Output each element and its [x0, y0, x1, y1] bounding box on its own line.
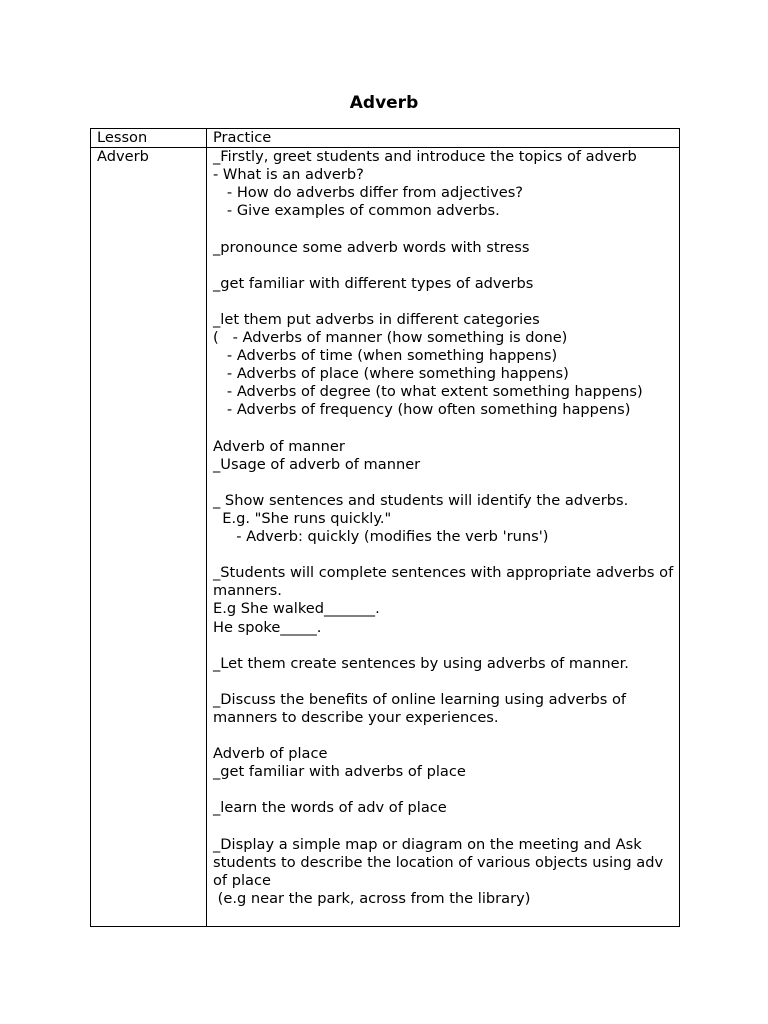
practice-line: _let them put adverbs in different categories — [213, 310, 540, 328]
practice-line: - Adverbs of place (where something happens) — [213, 365, 569, 383]
practice-line: - Adverbs of degree (to what extent something happens) — [213, 383, 643, 401]
practice-line — [213, 293, 675, 311]
practice-cell — [207, 148, 680, 927]
practice-line: _Usage of adverb of manner — [213, 455, 421, 473]
practice-line: _get familiar with adverbs of place — [213, 763, 466, 781]
practice-line — [213, 220, 675, 238]
table-row — [91, 148, 680, 927]
practice-line: _Firstly, greet students and introduce the topics of adverb — [213, 148, 637, 166]
table-header-row — [91, 129, 680, 148]
practice-line — [213, 818, 675, 836]
practice-line — [213, 257, 675, 275]
practice-line: _Students will complete sentences with appropriate adverbs of manners. — [213, 564, 678, 600]
practice-line: He spoke_____. — [213, 618, 322, 636]
practice-line: - Adverb: quickly (modifies the verb 'runs') — [213, 528, 549, 546]
practice-line — [213, 781, 675, 799]
practice-line: - What is an adverb? — [213, 166, 364, 184]
practice-line: _learn the words of adv of place — [213, 799, 447, 817]
practice-line — [213, 673, 675, 691]
practice-line: (e.g near the park, across from the library) — [213, 889, 531, 907]
practice-lines — [213, 148, 678, 908]
practice-line — [213, 637, 675, 655]
lesson-cell: Adverb — [91, 148, 207, 927]
practice-line: _pronounce some adverb words with stress — [213, 238, 530, 256]
document-title: Adverb — [349, 93, 419, 113]
practice-line: _Let them create sentences by using adverbs of manner. — [213, 654, 629, 672]
practice-line — [213, 474, 675, 492]
practice-line: _Display a simple map or diagram on the meeting and Ask students to describe the location of various objects using adv of place — [213, 835, 668, 889]
practice-line: - Adverbs of frequency (how often something happens) — [213, 401, 631, 419]
practice-line — [213, 420, 675, 438]
lesson-column-header: Lesson — [91, 129, 207, 148]
practice-line — [213, 546, 675, 564]
practice-line — [213, 727, 675, 745]
practice-line: E.g. "She runs quickly." — [213, 509, 392, 527]
practice-line: _ Show sentences and students will identify the adverbs. — [213, 491, 629, 509]
practice-line: - Adverbs of time (when something happens) — [213, 347, 558, 365]
practice-line: - How do adverbs differ from adjectives? — [213, 184, 524, 202]
practice-line: E.g She walked_______. — [213, 600, 380, 618]
practice-line: - Give examples of common adverbs. — [213, 202, 500, 220]
lesson-table — [90, 128, 680, 927]
practice-line: _get familiar with different types of adverbs — [213, 274, 534, 292]
practice-line: _Discuss the benefits of online learning using adverbs of manners to describe your experiences. — [213, 690, 631, 726]
practice-line: ( - Adverbs of manner (how something is done) — [213, 329, 568, 347]
practice-column-header: Practice — [207, 129, 680, 148]
practice-line: Adverb of manner — [213, 437, 345, 455]
practice-line: Adverb of place — [213, 745, 328, 763]
